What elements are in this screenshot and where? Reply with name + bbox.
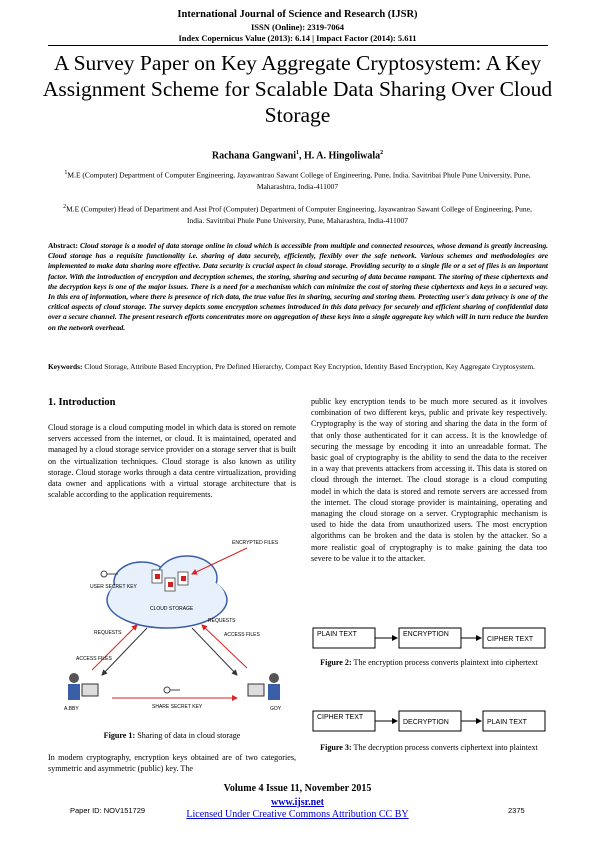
footer-paper-id: Paper ID: NOV151729 [70,806,146,815]
author-2: H. A. Hingoliwala [304,150,381,162]
figure-2-caption-label: Figure 2: [320,658,352,667]
abstract [48,241,548,333]
share-secret-key-label: SHARE SECRET KEY [152,704,203,710]
issn: ISSN (Online): 2319-7064 [250,22,345,32]
figure-3-caption [311,742,547,753]
user-computer-icon [248,673,280,700]
author-1-sup: 1 [296,150,300,156]
authors [0,150,595,161]
user-right-label: GOY [270,706,282,712]
intro-paragraph-right: public key encryption tends to be much more secured as it involves combination of two different keys, public and private key respectively. Cryptography is the way of storing and sharing the data in the form of that only those authenticated for it can access. It is the knowledge of securing the message by encoding it into an unreadable format. The basic goal of cryptography is the ability to send the data to the receiver in a way that prevents attackers from accessing it. This data is stored on cloud through the internet. The cloud storage is a cloud computing model in which the data is stored and remote servers are accessed from the internet. The cloud storage provider is maintaining, operating and managing the cloud storage on a server. Cryptographic mechanism is used to hide the data from unauthorized users. The most encryption algorithms can be broken and the data is stolen by the attacker. So a more realistic goal of cryptography is to make gaining the data too severe to be value it to the attacker. [311,397,547,563]
footer-license-link[interactable]: Licensed Under Creative Commons Attribution CC BY [186,809,409,820]
affiliation-2 [60,202,535,226]
user-computer-icon [68,673,98,700]
access-files-left-label: ACCESS FILES [76,656,112,662]
cloud-storage-label: CLOUD STORAGE [150,606,194,612]
request-right-label: REQUESTS [208,618,236,624]
figure-3-caption-label: Figure 3: [320,743,352,752]
fig3-ciphertext-box: CIPHER TEXT [317,714,364,721]
fig2-plaintext-box: PLAIN TEXT [317,631,357,638]
footer-page-number: 2375 [508,806,525,815]
affiliation-2-text: M.E (Computer) Head of Department and Asst Prof (Computer) Department of Computer Engineering, Jayawantrao Sawant College of Engineering, Pune, India. Savitribai Phule Pune University, Pune, Maharashtra, India-411007 [66,204,532,225]
access-files-right-label: ACCESS FILES [224,632,260,638]
author-separator: , [299,150,305,162]
figure-2-diagram [311,624,547,654]
key-icon [164,687,180,693]
figure-1-caption-text: Sharing of data in cloud storage [135,731,241,740]
request-left-label: REQUESTS [94,630,122,636]
encrypted-files-label: ENCRYPTED FILES [232,540,279,546]
footer-site-link[interactable]: www.ijsr.net [271,797,324,808]
intro-paragraph-2: In modern cryptography, encryption keys obtained are of two categories, symmetric and asymmetric (public) key. The [48,753,296,774]
affiliation-1 [60,168,535,192]
fig3-decryption-box: DECRYPTION [403,719,449,726]
user-left-label: A.BBY [64,706,79,712]
fig2-ciphertext-box: CIPHER TEXT [487,636,534,643]
affiliation-1-text: M.E (Computer) Department of Computer Engineering, Jayawantrao Sawant College of Engineering, Pune, India. Savitribai Phule Pune University, Pune, Maharashtra, India-411007 [67,170,531,191]
abstract-label: Abstract: [48,241,78,250]
figure-1-caption-label: Figure 1: [103,731,136,740]
fig3-plaintext-box: PLAIN TEXT [487,719,527,726]
user-secret-key-label: USER SECRET KEY [90,584,137,590]
figure-1-diagram [52,530,297,728]
section-heading-introduction: 1. Introduction [48,397,116,408]
keywords-label: Keywords: [48,362,83,371]
author-2-sup: 2 [380,150,384,156]
intro-paragraph-1: Cloud storage is a cloud computing model in which data is stored on remote servers accessed from the internet, or cloud. It is maintained, operated and managed by a cloud storage service provider on a storage server that is built on the virtualization techniques. Cloud storage is also known as utility storage. Cloud storage works through a data centre virtualization, providing data owner and applications with a virtual storage architecture that is scalable according to the application requirements. [48,423,296,500]
abstract-text: Cloud storage is a model of data storage online in cloud which is accessible from multiple and connected resources, whose demand is greatly increasing. Cloud storage has a requisite functionality i.e. sharing of data securely, efficiently, flexibly over the safe network. Various schemes and methodologies are implemented to make data sharing more effective. Data security is crucial aspect in cloud storage. Providing security to a single file or a set of files is an important factor. With the introduction of encryption and decryption schemes, the storing, sharing and securing of data became rampant. The storing of these ciphertexts and the decryption keys is one of the major issues. There is a need for a mechanism which can minimize the cost of storing these ciphertexts and keys in a secured way. In this era of information, where there is presence of rich data, the true value lies in sharing, securing and storing them. Protecting user's data privacy is one of the critical aspects of cloud storage. The survey depicts some encryption schemes introduced in this data privacy for securely and efficient sharing of confidential data over a secure channel. The present research efforts concentrates more on aggregation of these keys into a single aggregate key which will in turn reduce the burden on the network overhead. [48,241,548,332]
figure-1-caption [48,730,296,741]
index-impact: Index Copernicus Value (2013): 6.14 | Impact Factor (2014): 5.611 [178,33,417,43]
fig2-encryption-box: ENCRYPTION [403,631,449,638]
header-rule [48,45,548,46]
affiliation-2-sup: 2 [63,204,67,210]
keywords [48,362,548,372]
author-1: Rachana Gangwani [211,150,297,162]
journal-name: International Journal of Science and Research (IJSR) [177,9,418,20]
affiliation-1-sup: 1 [64,170,68,176]
figure-2-caption [311,657,547,668]
paper-title: A Survey Paper on Key Aggregate Cryptosystem: A Key Assignment Scheme for Scalable Data Sharing Over Cloud Storage [42,51,553,127]
footer-volume: Volume 4 Issue 11, November 2015 [223,783,372,794]
keywords-text: Cloud Storage, Attribute Based Encryption, Pre Defined Hierarchy, Compact Key Encryption, Identity Based Encryption, Key Aggregate Cryptosystem. [84,362,536,371]
figure-3-caption-text: The decryption process converts ciphertext into plaintext [351,743,538,752]
figure-2-caption-text: The encryption process converts plaintext into ciphertext [351,658,538,667]
figure-3-diagram [311,707,547,737]
